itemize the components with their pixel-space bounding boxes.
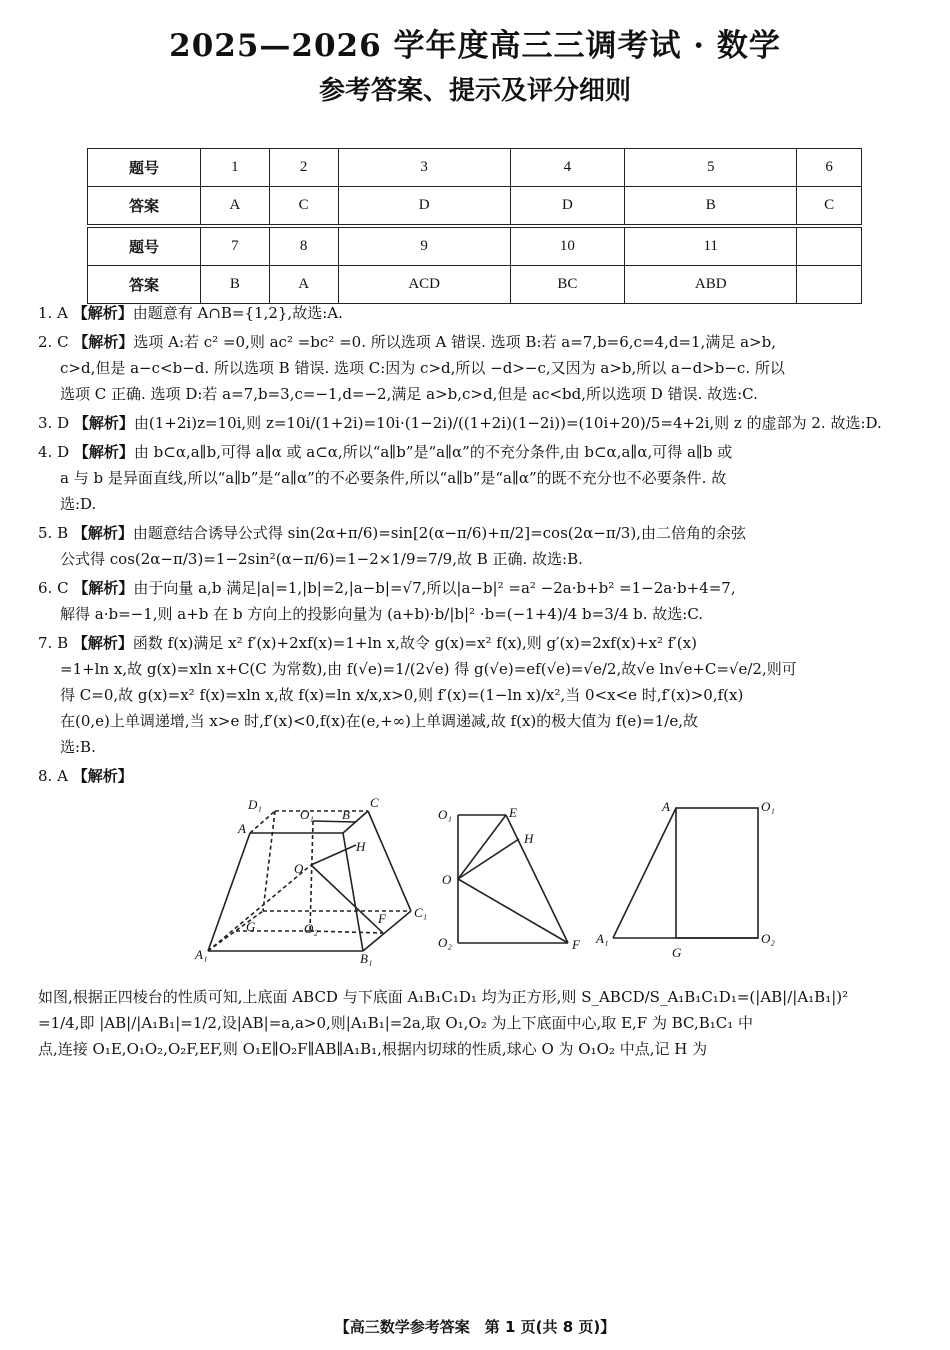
question-number: 9	[338, 226, 510, 266]
solution-line: 函数 f(x)满足 x² f′(x)+2xf(x)=1+ln x,故令 g(x)=x² f(x),则 g′(x)=2xf(x)+x² f′(x)	[132, 634, 697, 652]
analysis-tag: 【解析】	[73, 579, 134, 597]
solution-number: 1. A	[38, 304, 68, 322]
answer-cell: C	[797, 187, 862, 227]
geometry-figures	[38, 793, 910, 978]
solution-line: 选:B.	[60, 738, 96, 756]
solution-number: 3. D	[38, 414, 70, 432]
solution-item	[38, 763, 910, 789]
solution-number: 7. B	[38, 634, 69, 652]
solution-line: 选项 C 正确. 选项 D:若 a=7,b=3,c=−1,d=−2,满足 a>b,c>d,但是 ac<bd,所以选项 D 错误. 故选:C.	[60, 385, 758, 403]
figure-label: B	[342, 807, 350, 822]
solution-line: 由于向量 a,b 满足|a|=1,|b|=2,|a−b|=√7,所以|a−b|² =a² −2a·b+b² =1−2a·b+4=7,	[133, 579, 736, 597]
figure-label: C₁	[414, 905, 428, 920]
answer-cell: ACD	[338, 266, 510, 304]
solution-item	[38, 520, 910, 572]
analysis-tag: 【解析】	[72, 634, 133, 652]
question-number: 7	[201, 226, 270, 266]
solution-line: 得 C=0,故 g(x)=x² f(x)=xln x,故 f(x)=ln x/x,x>0,则 f′(x)=(1−ln x)/x²,当 0<x<e 时,f′(x)>0,f(x)	[60, 686, 744, 704]
row-label: 题号	[88, 226, 201, 266]
answer-cell: D	[338, 187, 510, 227]
table-row	[88, 226, 862, 266]
solution-line: 点,连接 O₁E,O₁O₂,O₂F,EF,则 O₁E∥O₂F∥AB∥A₁B₁,根据内切球的性质,球心 O 为 O₁O₂ 中点,记 H 为	[38, 1040, 708, 1058]
figure-label: D₁	[248, 797, 262, 812]
answer-cell: B	[625, 187, 797, 227]
figure-label: F	[378, 911, 386, 926]
row-label: 答案	[88, 187, 201, 227]
answer-cell: BC	[510, 266, 624, 304]
solution-number: 4. D	[38, 443, 70, 461]
solution-number: 2. C	[38, 333, 69, 351]
solution-item	[38, 329, 910, 407]
analysis-tag: 【解析】	[72, 524, 133, 542]
solution-line: 公式得 cos(2α−π/3)=1−2sin²(α−π/6)=1−2×1/9=7/9,故 B 正确. 故选:B.	[60, 550, 583, 568]
question-number: 4	[510, 149, 624, 187]
solution-line: 由题意结合诱导公式得 sin(2α+π/6)=sin[2(α−π/6)+π/2]=cos(2α−π/3),由二倍角的余弦	[132, 524, 746, 542]
solution-item	[38, 300, 910, 326]
solution-number: 5. B	[38, 524, 69, 542]
question-number: 11	[625, 226, 797, 266]
analysis-tag: 【解析】	[72, 767, 133, 785]
solution-item	[38, 439, 910, 517]
solution-line: 选项 A:若 c² =0,则 ac² =bc² =0. 所以选项 A 错误. 选项 B:若 a=7,b=6,c=4,d=1,满足 a>b,	[133, 333, 776, 351]
table-row	[88, 187, 862, 227]
table-row	[88, 149, 862, 187]
question-number: 3	[338, 149, 510, 187]
answer-cell: C	[269, 187, 338, 227]
figure-label: A₁	[596, 931, 609, 946]
figure-label: O₂	[438, 935, 452, 950]
figure-label: A	[238, 821, 246, 836]
question-number: 8	[269, 226, 338, 266]
row-label: 答案	[88, 266, 201, 304]
figure-label: O	[442, 872, 452, 887]
figure-label: G	[246, 919, 256, 934]
question-number	[797, 226, 862, 266]
solution-line: 解得 a·b=−1,则 a+b 在 b 方向上的投影向量为 (a+b)·b/|b|² ·b=(−1+4)/4 b=3/4 b. 故选:C.	[60, 605, 704, 623]
figure-label: O₂	[761, 931, 775, 946]
solutions	[38, 300, 910, 1065]
answer-cell: ABD	[625, 266, 797, 304]
question-number: 10	[510, 226, 624, 266]
question-number: 1	[201, 149, 270, 187]
figure-label: G	[672, 945, 682, 960]
figure-label: C	[370, 795, 379, 810]
figure-label: O₁	[300, 807, 314, 822]
solution-number: 8. A	[38, 767, 68, 785]
solution-line: =1/4,即 |AB|/|A₁B₁|=1/2,设|AB|=a,a>0,则|A₁B₁|=2a,取 O₁,O₂ 为上下底面中心,取 E,F 为 BC,B₁C₁ 中	[38, 1014, 754, 1032]
solution-number: 6. C	[38, 579, 69, 597]
answer-cell: B	[201, 266, 270, 304]
table-row	[88, 266, 862, 304]
solution-line: a 与 b 是异面直线,所以“a∥b”是“a∥α”的不必要条件,所以“a∥b”是“a∥α”的既不充分也不必要条件. 故	[60, 469, 727, 487]
solution-item	[38, 575, 910, 627]
page-subtitle: 参考答案、提示及评分细则	[318, 76, 631, 106]
solution-line: 由(1+2i)z=10i,则 z=10i/(1+2i)=10i·(1−2i)/((1+2i)(1−2i))=(10i+20)/5=4+2i,则 z 的虚部为 2. 故选:D.	[133, 414, 882, 432]
figure-label: H	[356, 839, 366, 854]
answer-cell: D	[510, 187, 624, 227]
figure-label: H	[524, 831, 534, 846]
question-number: 6	[797, 149, 862, 187]
figure-label: O₁	[761, 799, 775, 814]
figure-label: O₂	[304, 921, 318, 936]
solution-item	[38, 630, 910, 760]
page-title: 2025—2026 学年度高三三调考试 · 数学	[169, 28, 781, 64]
answer-cell: A	[269, 266, 338, 304]
solution-item	[38, 410, 910, 436]
analysis-tag: 【解析】	[72, 304, 133, 322]
figure-label: E	[509, 805, 517, 820]
question-number: 5	[625, 149, 797, 187]
figure-label: B₁	[360, 951, 373, 966]
question-number: 2	[269, 149, 338, 187]
answer-cell	[797, 266, 862, 304]
figure-label: F	[572, 937, 580, 952]
analysis-tag: 【解析】	[73, 414, 134, 432]
page-footer: 【高三数学参考答案 第 1 页(共 8 页)】	[334, 1318, 616, 1336]
solution-line: 在(0,e)上单调递增,当 x>e 时,f′(x)<0,f(x)在(e,+∞)上单调递减,故 f(x)的极大值为 f(e)=1/e,故	[60, 712, 698, 730]
solution-line: 由 b⊂α,a∥b,可得 a∥α 或 a⊂α,所以“a∥b”是“a∥α”的不充分条件,由 b⊂α,a∥α,可得 a∥b 或	[133, 443, 733, 461]
analysis-tag: 【解析】	[73, 443, 134, 461]
row-label: 题号	[88, 149, 201, 187]
solution-line: 如图,根据正四棱台的性质可知,上底面 ABCD 与下底面 A₁B₁C₁D₁ 均为正方形,则 S_ABCD/S_A₁B₁C₁D₁=(|AB|/|A₁B₁|)²	[38, 988, 849, 1006]
answer-cell: A	[201, 187, 270, 227]
solution-continuation	[38, 984, 910, 1062]
figure-label: A	[662, 799, 670, 814]
figure-label: A₁	[195, 947, 208, 962]
analysis-tag: 【解析】	[73, 333, 134, 351]
solution-line: 选:D.	[60, 495, 97, 513]
solution-line: 由题意有 A∩B={1,2},故选:A.	[132, 304, 343, 322]
figure-label: O₁	[438, 807, 452, 822]
solution-line: =1+ln x,故 g(x)=xln x+C(C 为常数),由 f(√e)=1/(2√e) 得 g(√e)=ef(√e)=√e/2,故√e ln√e+C=√e/2,则可	[60, 660, 797, 678]
answer-table	[87, 148, 862, 304]
frustum-diagrams	[38, 793, 910, 978]
figure-label: O	[294, 861, 304, 876]
solution-line: c>d,但是 a−c<b−d. 所以选项 B 错误. 选项 C:因为 c>d,所以 −d>−c,又因为 a>b,所以 a−d>b−c. 所以	[60, 359, 785, 377]
